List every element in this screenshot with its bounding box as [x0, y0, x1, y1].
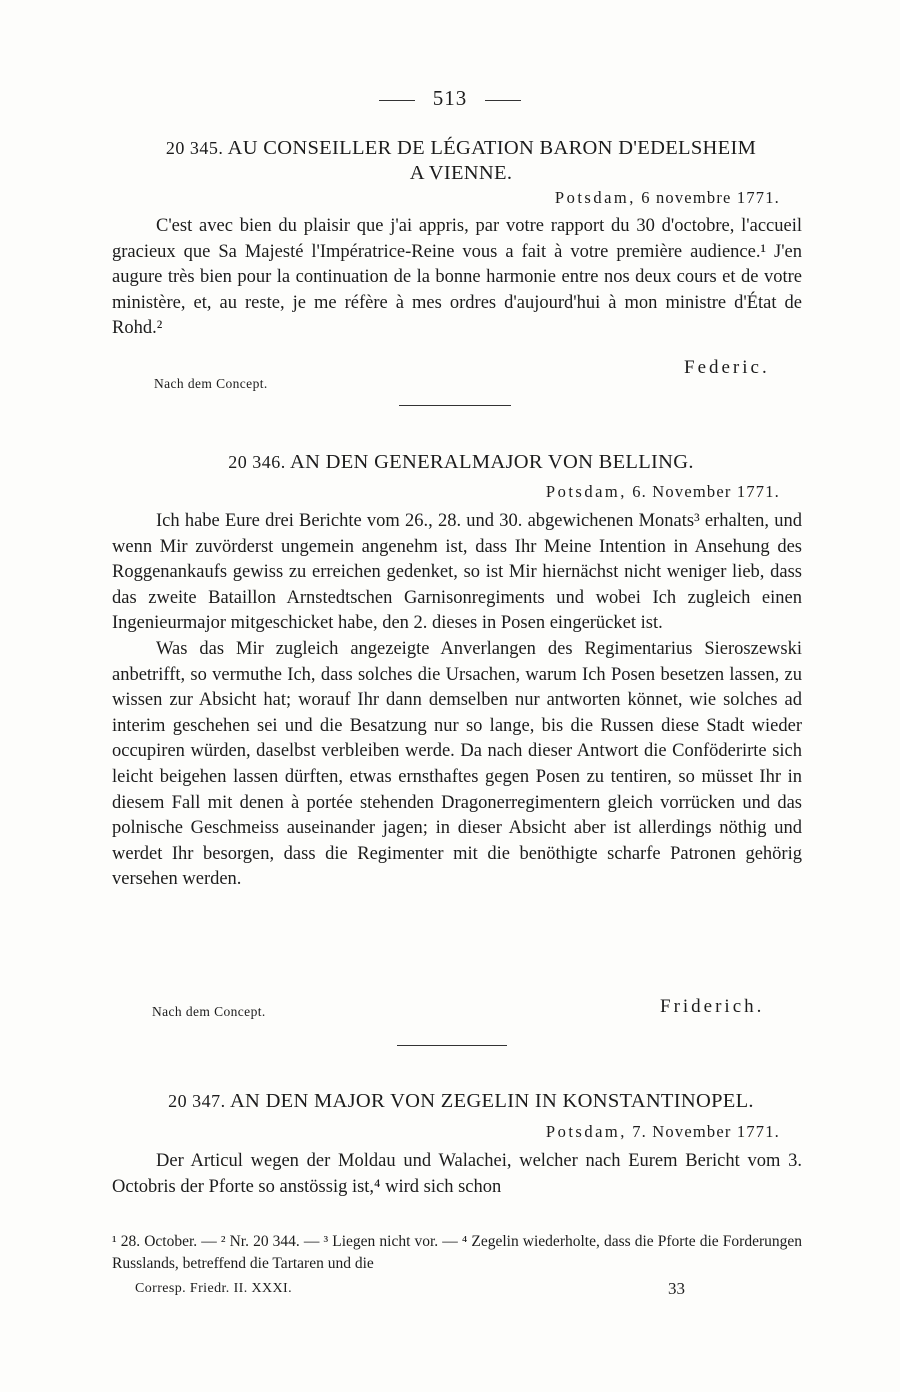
letter-heading-20347	[112, 1089, 810, 1114]
letter-body-20346	[112, 509, 802, 893]
section-divider	[399, 405, 511, 406]
letter-title: AN DEN GENERALMAJOR VON BELLING.	[289, 451, 694, 473]
letter-source-20346: Nach dem Concept.	[152, 1004, 266, 1019]
letter-title: AN DEN MAJOR VON ZEGELIN IN KONSTANTINOPEL.	[229, 1090, 754, 1112]
footnotes: ¹ 28. October. — ² Nr. 20 344. — ³ Liegen nicht vor. — ⁴ Zegelin wiederholte, dass die Pforte die Forderungen Russlands, betreffend die Tartaren und die	[112, 1233, 802, 1272]
letter-body-20347	[112, 1149, 802, 1200]
letter-source-20345: Nach dem Concept.	[154, 376, 268, 391]
letter-number: 20 345.	[165, 138, 224, 158]
signature-line: Corresp. Friedr. II. XXXI.	[135, 1281, 292, 1296]
letter-heading-20346	[112, 450, 810, 475]
letter-body-20345	[112, 214, 802, 342]
letter-number: 20 346.	[228, 452, 286, 472]
page-number-dash-right	[485, 100, 521, 101]
letter-paragraph: Ich habe Eure drei Berichte vom 26., 28. und 30. abgewichenen Monats³ erhalten, und wenn Mir zuvörderst ungemein angenehm ist, dass Ihr Meine Intention in Ansehung des Roggenankaufs gewiss zu erreichen gedenket, so ist Mir hiernächst nicht weniger lieb, dass das zweite Bataillon Arnstedtschen Garnisonregiments und wobei Ich zugleich einen Ingenieurmajor mitgeschicket habe, den 2. dieses in Posen eingerücket ist.	[112, 511, 802, 634]
letter-signature-20345: Federic.	[684, 357, 770, 378]
letter-dateline-20347: Potsdam, 7. November 1771.	[545, 1122, 780, 1141]
page-number-dash-left	[379, 100, 415, 101]
letter-signature-20346: Friderich.	[660, 996, 765, 1017]
letter-paragraph: Was das Mir zugleich angezeigte Anverlangen des Regimentarius Sieroszewski anbetrifft, so vermuthe Ich, dass solches die Ursachen, warum Ich Posen besetzen lassen, zu wissen zur Absicht hat; worauf Ihr dann demselben nur antworten könnet, wie solches ad interim geschehen sei und die Besatzung nur so lange, bis die Russen diese Stadt wieder occupiren würden, daselbst verbleiben werde. Da nach dieser Antwort die Conföderirte sich leicht beigehen lassen dürften, etwas ernsthaftes gegen Posen zu tentiren, so müsset Ihr in diesem Fall mit denen à portée stehenden Dragonerregimentern gleich vorrücken und das polnische Geschmeiss auseinander jagen; in dieser Absicht aber ist allerdings nöthig und werdet Ihr besorgen, dass die Regimenter mit die benöthigte scharfe Patronen gehörig versehen werden.	[112, 638, 802, 890]
letter-title: AU CONSEILLER DE LÉGATION BARON D'EDELSHEIM	[227, 137, 757, 159]
letter-dateline-20345: Potsdam, 6 novembre 1771.	[554, 188, 780, 207]
letter-dateline-20346: Potsdam, 6. November 1771.	[545, 482, 780, 501]
letter-heading-20345	[112, 136, 810, 186]
letter-paragraph: Der Articul wegen der Moldau und Walachei, welcher nach Eurem Bericht vom 3. Octobris der Pforte so anstössig ist,⁴ wird sich schon	[112, 1151, 802, 1197]
letter-title-line2: A VIENNE.	[409, 162, 513, 184]
letter-number: 20 347.	[168, 1091, 226, 1111]
sheet-number: 33	[668, 1279, 685, 1298]
page-number: 513	[0, 86, 900, 111]
section-divider	[397, 1045, 507, 1046]
letter-paragraph: C'est avec bien du plaisir que j'ai appris, par votre rapport du 30 d'octobre, l'accueil gracieux que Sa Majesté l'Impératrice-Reine vous a fait à votre première audience.¹ J'en augure très bien pour la continuation de la bonne harmonie entre nos deux cours et de votre ministère, et, au reste, je me réfère à mes ordres d'aujourd'hui à mon ministre d'État de Rohd.²	[112, 216, 802, 339]
